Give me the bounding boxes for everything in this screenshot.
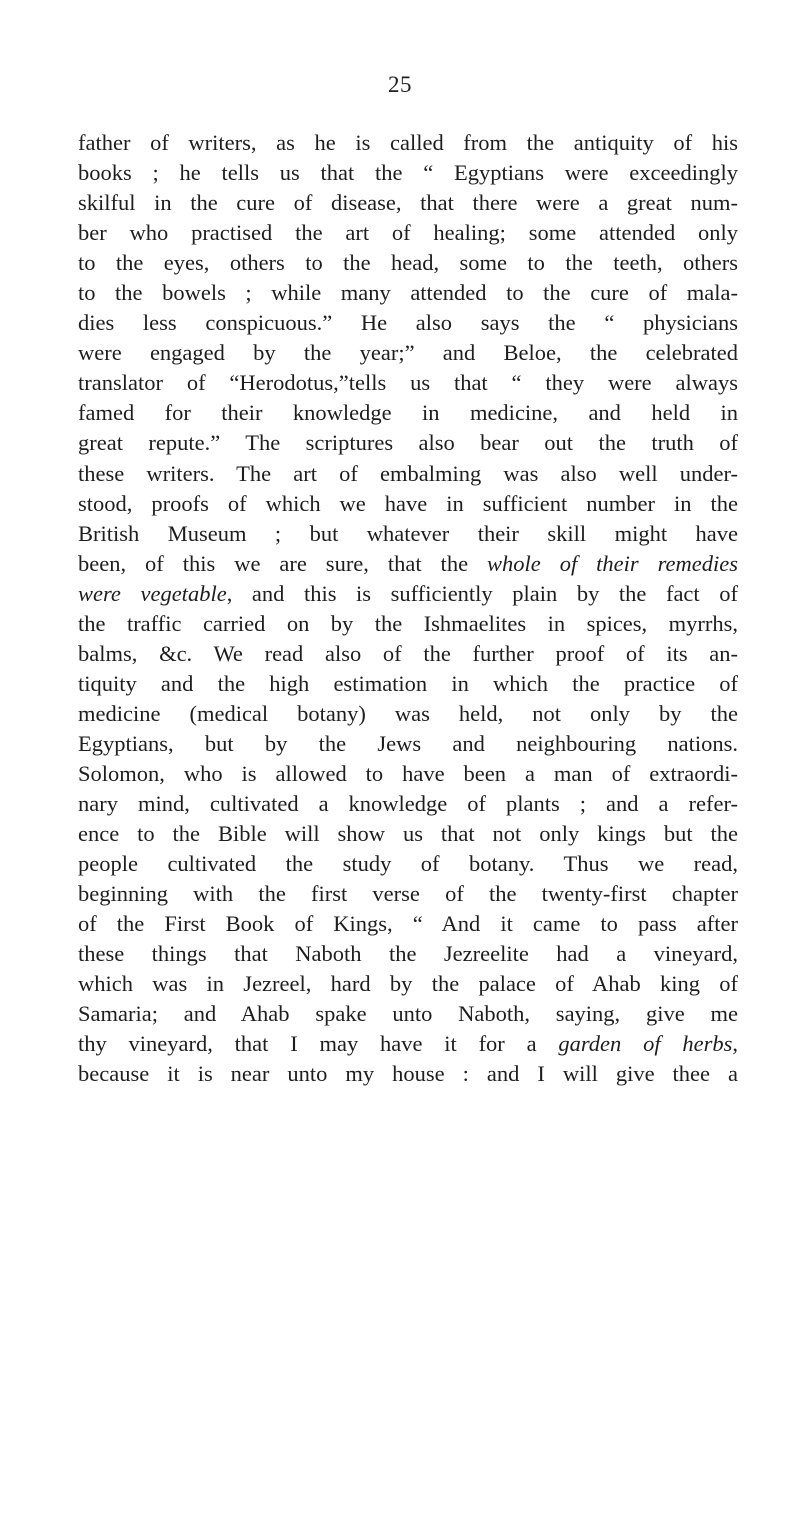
text-line: translator of “Herodotus,”tells us that “ they were always xyxy=(78,370,738,396)
text-line: these things that Naboth the Jezreelite had a vineyard, xyxy=(78,941,738,967)
italic-emphasis: garden of herbs xyxy=(558,1031,733,1057)
text-line: ber who practised the art of healing; some attended only xyxy=(78,220,738,246)
text-line: skilful in the cure of disease, that there were a great num- xyxy=(78,190,738,216)
text-line: been, of this we are sure, that the whole of their remedies xyxy=(78,550,738,576)
text-line: to the bowels ; while many attended to the cure of mala- xyxy=(78,280,738,306)
text-line: Egyptians, but by the Jews and neighbouring nations. xyxy=(78,730,738,756)
text-line: British Museum ; but whatever their skill might have xyxy=(78,520,738,546)
text-line: because it is near unto my house : and I will give thee a xyxy=(78,1061,738,1087)
text-line: books ; he tells us that the “ Egyptians were exceedingly xyxy=(78,160,738,186)
text-line: which was in Jezreel, hard by the palace of Ahab king of xyxy=(78,971,738,997)
text-line: Samaria; and Ahab spake unto Naboth, saying, give me xyxy=(78,1001,738,1027)
text-line: thy vineyard, that I may have it for a garden of herbs, xyxy=(78,1031,738,1057)
text-line: dies less conspicuous.” He also says the “ physicians xyxy=(78,310,738,336)
text-line: the traffic carried on by the Ishmaelites in spices, myrrhs, xyxy=(78,610,738,636)
text-line: of the First Book of Kings, “ And it came to pass after xyxy=(78,911,738,937)
text-line: Solomon, who is allowed to have been a man of extraordi- xyxy=(78,760,738,786)
text-line: nary mind, cultivated a knowledge of plants ; and a refer- xyxy=(78,791,738,817)
text-line: to the eyes, others to the head, some to the teeth, others xyxy=(78,250,738,276)
text-line: people cultivated the study of botany. Thus we read, xyxy=(78,851,738,877)
italic-emphasis: were vegetable xyxy=(78,580,227,606)
page-number: 25 xyxy=(388,72,412,97)
text-line: great repute.” The scriptures also bear out the truth of xyxy=(78,430,738,456)
text-line: were vegetable, and this is sufficiently plain by the fact of xyxy=(78,580,738,606)
text-line: stood, proofs of which we have in sufficient number in the xyxy=(78,490,738,516)
text-line: tiquity and the high estimation in which the practice of xyxy=(78,670,738,696)
text-line: these writers. The art of embalming was also well under- xyxy=(78,460,738,486)
body-text xyxy=(78,128,738,1090)
text-line: were engaged by the year;” and Beloe, the celebrated xyxy=(78,340,738,366)
text-line: famed for their knowledge in medicine, and held in xyxy=(78,400,738,426)
text-line: ence to the Bible will show us that not only kings but the xyxy=(78,821,738,847)
text-line: balms, &c. We read also of the further proof of its an- xyxy=(78,640,738,666)
text-line: beginning with the first verse of the twenty-first chapter xyxy=(78,881,738,907)
text-line: medicine (medical botany) was held, not only by the xyxy=(78,700,738,726)
italic-emphasis: whole of their remedies xyxy=(487,550,738,576)
text-line: father of writers, as he is called from the antiquity of his xyxy=(78,130,738,155)
